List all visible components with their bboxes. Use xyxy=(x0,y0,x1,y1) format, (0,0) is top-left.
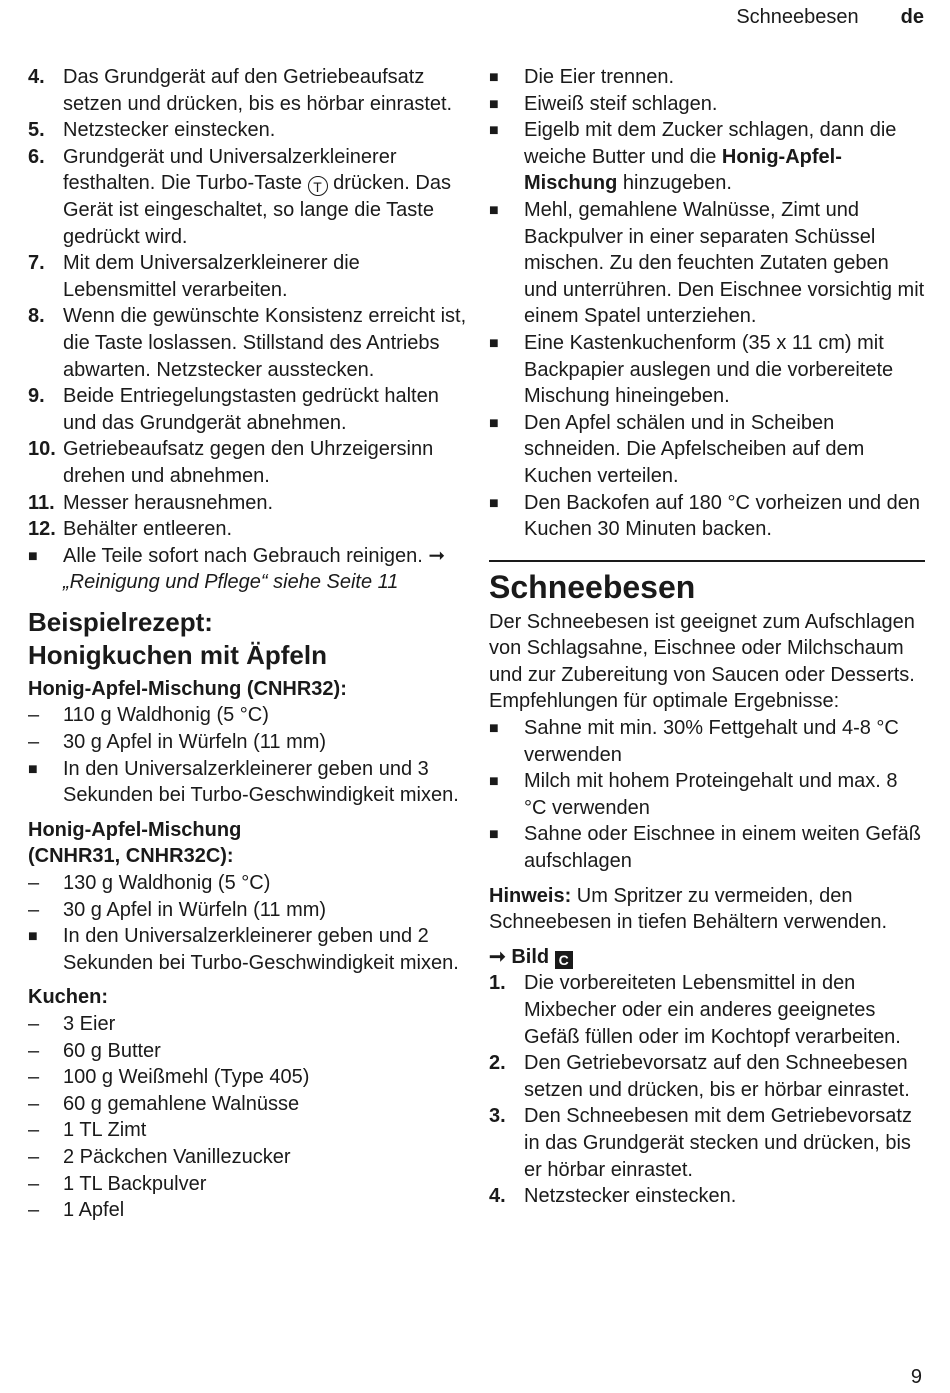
ingredient-item: – 100 g Weißmehl (Type 405) xyxy=(28,1066,310,1089)
step-item: 4. Das Grundgerät auf den Getriebeaufsatz setzen und drücken, bis es hörbar einrastet. xyxy=(28,66,453,115)
ingredient-item: – 130 g Waldhonig (5 °C) xyxy=(28,872,271,895)
ingredient-item: – 30 g Apfel in Würfeln (11 mm) xyxy=(28,898,327,921)
bullet-square-icon: ■ xyxy=(489,826,499,844)
tip-item: ■ Milch mit hohem Proteingehalt und max. 8 °C verwenden xyxy=(489,770,898,819)
cake-list xyxy=(28,1011,468,1224)
step-item: 9. Beide Entriegelungstasten gedrückt halten und das Grundgerät abnehmen. xyxy=(28,385,439,434)
step-item: 7. Mit dem Universalzerkleinerer die Lebensmittel verarbeiten. xyxy=(28,252,360,301)
recipe-step: ■ Den Backofen auf 180 °C vorheizen und den Kuchen 30 Minuten backen. xyxy=(489,491,921,541)
mix2-list xyxy=(28,870,468,976)
bullet-square-icon: ■ xyxy=(28,547,38,565)
section-divider xyxy=(489,560,925,562)
recipe-step: ■ Eine Kastenkuchenform (35 x 11 cm) mit Backpapier auslegen und die vorbereitete Mischung hineingeben. xyxy=(489,331,894,408)
step-item: 1. Die vorbereiteten Lebensmittel in den Mixbecher oder ein anderes geeignetes Gefäß füllen oder im Kochtopf verarbeiten. xyxy=(489,972,901,1048)
bullet-square-icon: ■ xyxy=(489,773,499,791)
cake-heading: Kuchen: xyxy=(28,986,108,1009)
bullet-square-icon: ■ xyxy=(489,720,499,738)
bullet-square-icon: ■ xyxy=(489,414,499,432)
mix2-heading: Honig-Apfel-Mischung (CNHR31, CNHR32C): xyxy=(28,818,242,868)
step-item: 6. Grundgerät und Universalzerkleinerer festhalten. Die Turbo-Taste T drücken. Das Gerät ist eingeschaltet, so lange die Taste gedrückt wird. xyxy=(28,145,451,248)
recipe-title: Beispielrezept: Honigkuchen mit Äpfeln xyxy=(28,606,327,670)
figure-reference: ➞ Bild C xyxy=(489,944,925,971)
bullet-square-icon: ■ xyxy=(489,95,499,113)
tip-item: ■ Sahne mit min. 30% Fettgehalt und 4-8 °C verwenden xyxy=(489,717,899,766)
bullet-square-icon: ■ xyxy=(28,928,38,946)
ingredient-item: – 2 Päckchen Vanillezucker xyxy=(28,1145,291,1168)
step-item: 5. Netzstecker einstecken. xyxy=(28,119,276,142)
page-number: 9 xyxy=(910,1366,922,1388)
step-item: 4. Netzstecker einstecken. xyxy=(489,1185,737,1208)
recipe-step: ■ Die Eier trennen. xyxy=(489,64,925,91)
ingredient-item: – 110 g Waldhonig (5 °C) xyxy=(28,704,269,727)
ingredient-item: – 60 g Butter xyxy=(28,1039,161,1062)
bullet-square-icon: ■ xyxy=(489,334,499,352)
header-section: Schneebesen xyxy=(736,6,859,28)
bullet-square-icon: ■ xyxy=(489,69,499,86)
arrow-right-icon: ➞ xyxy=(489,945,512,968)
note: Hinweis: Um Spritzer zu vermeiden, den Schneebesen in tiefen Behältern verwenden. xyxy=(489,884,888,934)
recipe-step: ■ Eiweiß steif schlagen. xyxy=(489,91,925,118)
step-item: 8. Wenn die gewünschte Konsistenz erreicht ist, die Taste loslassen. Stillstand des Antriebs abwarten. Netzstecker ausstecken. xyxy=(28,305,467,381)
step-item: 12. Behälter entleeren. xyxy=(28,518,233,541)
section-title: Schneebesen xyxy=(489,568,696,605)
tip-item: ■ Sahne oder Eischnee in einem weiten Gefäß aufschlagen xyxy=(489,823,921,873)
right-column xyxy=(489,64,925,1210)
instruction-item: ■ In den Universalzerkleinerer geben und 2 Sekunden bei Turbo-Geschwindigkeit mixen. xyxy=(28,925,459,974)
ingredient-item: – 30 g Apfel in Würfeln (11 mm) xyxy=(28,731,327,754)
ingredient-item: – 60 g gemahlene Walnüsse xyxy=(28,1092,300,1115)
header-language: de xyxy=(900,6,924,28)
step-item: 3. Den Schneebesen mit dem Getriebevorsatz in das Grundgerät stecken und drücken, bis er hörbar einrastet. xyxy=(489,1105,912,1181)
tips-list xyxy=(489,715,925,875)
step-item: 10. Getriebeaufsatz gegen den Uhrzeigersinn drehen und abnehmen. xyxy=(28,438,434,487)
page-header xyxy=(736,6,924,29)
recipe-step: ■ Eigelb mit dem Zucker schlagen, dann die weiche Butter und die Honig-Apfel-Mischung hinzugeben. xyxy=(489,119,897,195)
bullet-square-icon: ■ xyxy=(28,760,38,778)
section-intro: Der Schneebesen ist geeignet zum Aufschlagen von Schlagsahne, Eischnee oder Milchschaum und zur Zubereitung von Saucen oder Desserts. Empfehlungen für optimale Ergebnisse: xyxy=(489,610,915,713)
recipe-steps xyxy=(489,64,925,543)
bullet-square-icon: ■ xyxy=(489,122,499,140)
arrow-right-icon: ➞ xyxy=(428,544,446,567)
cleaning-item: ■ Alle Teile sofort nach Gebrauch reinigen. ➞ „Reinigung und Pflege“ siehe Seite 11 xyxy=(28,544,446,594)
cross-reference-link: „Reinigung und Pflege“ siehe Seite 11 xyxy=(63,571,399,594)
turbo-button-icon: T xyxy=(308,176,328,196)
bullet-square-icon: ■ xyxy=(489,201,499,219)
whisk-steps xyxy=(489,970,925,1209)
step-item: 2. Den Getriebevorsatz auf den Schneebesen setzen und drücken, bis er hörbar einrastet. xyxy=(489,1052,910,1101)
ingredient-item: – 1 TL Backpulver xyxy=(28,1172,207,1195)
bullet-square-icon: ■ xyxy=(489,494,499,512)
mix1-heading: Honig-Apfel-Mischung (CNHR32): xyxy=(28,677,347,700)
instruction-item: ■ In den Universalzerkleinerer geben und 3 Sekunden bei Turbo-Geschwindigkeit mixen. xyxy=(28,757,459,807)
left-column xyxy=(28,64,468,1224)
mix1-list xyxy=(28,702,468,808)
ingredient-item: – 1 Apfel xyxy=(28,1199,125,1222)
step-item: 11. Messer herausnehmen. xyxy=(28,491,274,514)
figure-letter-icon: C xyxy=(555,951,573,969)
ingredient-item: – 3 Eier xyxy=(28,1013,116,1035)
recipe-step: ■ Mehl, gemahlene Walnüsse, Zimt und Backpulver in einer separaten Schüssel mischen. Zu den feuchten Zutaten geben und unterrühren. Den Eischnee vorsichtig mit einem Spatel unterziehen. xyxy=(489,198,925,328)
operation-steps xyxy=(28,64,468,596)
ingredient-item: – 1 TL Zimt xyxy=(28,1119,147,1142)
recipe-step: ■ Den Apfel schälen und in Scheiben schneiden. Die Apfelscheiben auf dem Kuchen verteilen. xyxy=(489,411,865,487)
